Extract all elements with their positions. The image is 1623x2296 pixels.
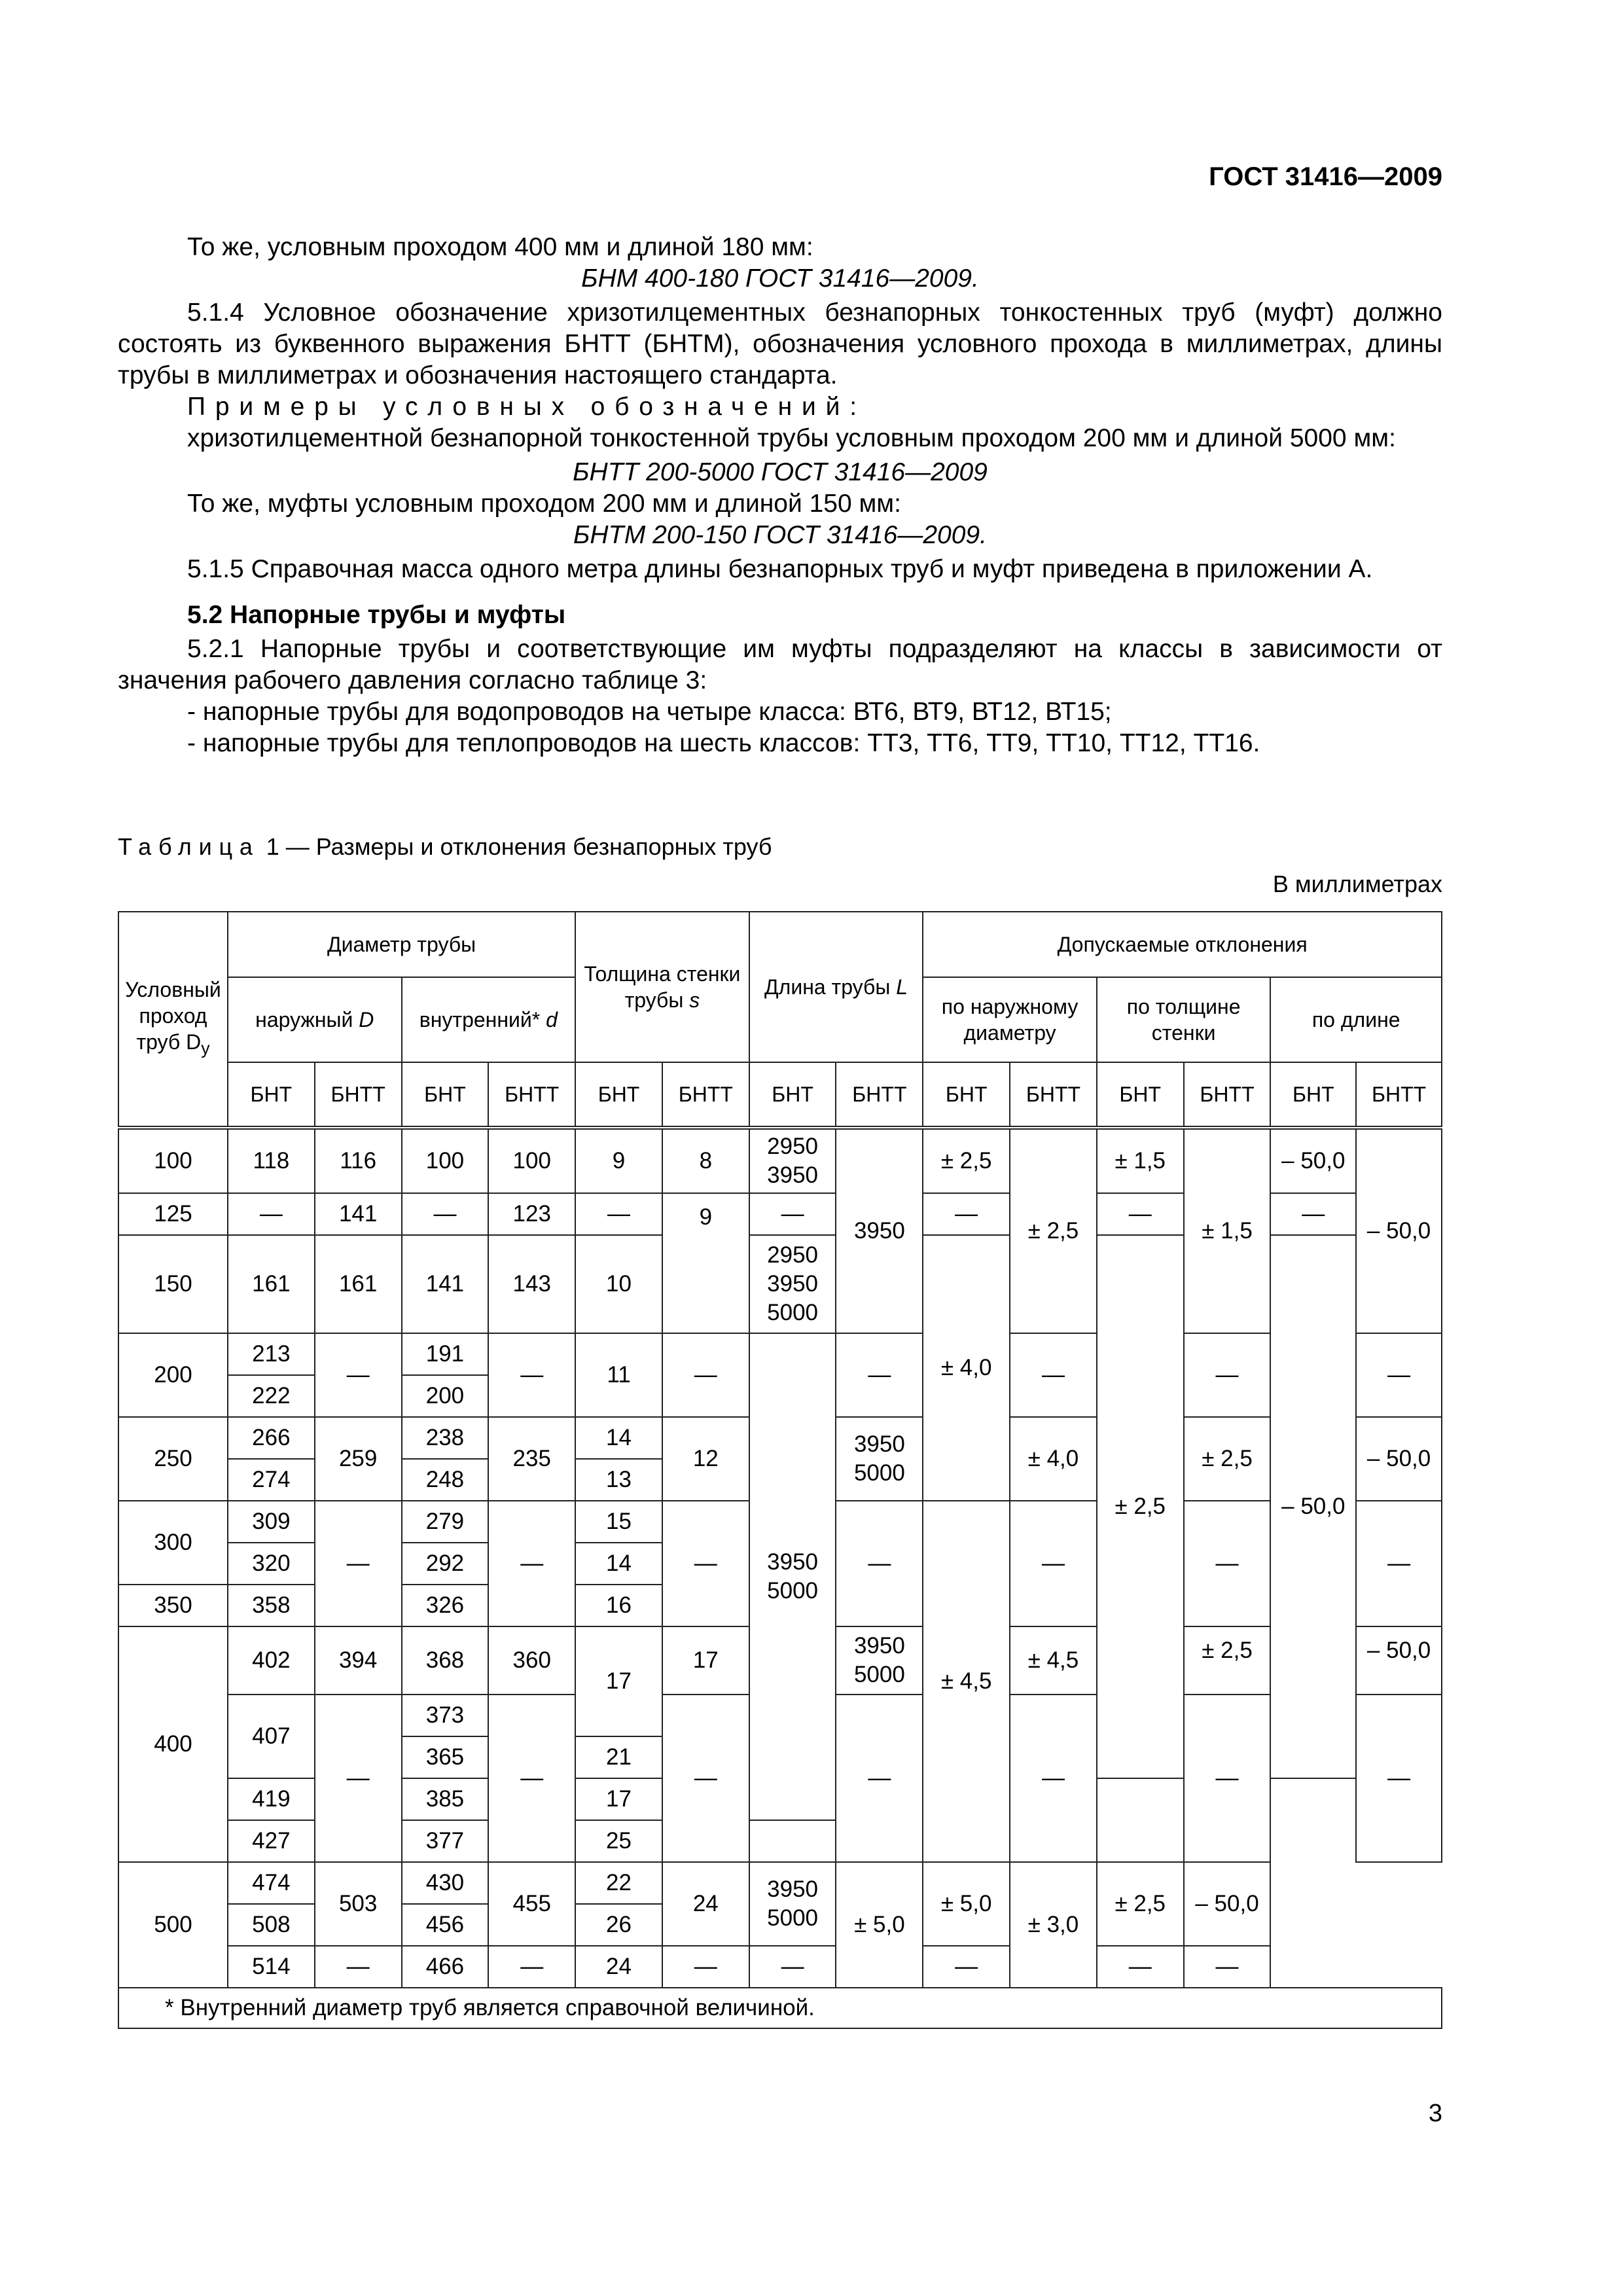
table-cell: 100 [118,1128,228,1193]
table-cell: 238 [402,1417,489,1459]
table-cell: 474 [228,1862,315,1904]
table-cell: 213 [228,1333,315,1375]
table-cell: 9 [662,1193,749,1333]
table-cell: – 50,0 [1270,1235,1356,1778]
table-cell: 514 [228,1946,315,1988]
header-bnt: БНТ [1097,1062,1184,1128]
table-cell: — [488,1333,575,1417]
header-bntt: БНТТ [1356,1062,1442,1128]
table-cell: 100 [402,1128,489,1193]
table-cell: 402 [228,1626,315,1695]
table-cell: ± 3,0 [1010,1862,1097,1988]
table-cell: ± 4,0 [923,1235,1010,1501]
header-bnt: БНТ [749,1062,836,1128]
table-cell: — [488,1946,575,1988]
table-cell: ± 2,5 [1097,1235,1184,1778]
table-cell: – 50,0 [1356,1128,1442,1333]
table-cell: — [1010,1695,1097,1862]
table-cell: 3950 [836,1128,923,1333]
table-cell: 235 [488,1417,575,1501]
table-cell: ± 4,5 [923,1501,1010,1862]
table-row [118,1128,1442,1193]
table-cell: 100 [488,1128,575,1193]
table-cell: — [662,1695,749,1862]
table-cell: 320 [228,1543,315,1585]
table-cell: — [1010,1501,1097,1626]
table-cell: 373 [402,1695,489,1736]
table-cell: – 50,0 [1356,1417,1442,1501]
table-cell: 377 [402,1820,489,1862]
paragraph-5-2-1: 5.2.1 Напорные трубы и соответствующие им муфты подразделяют на классы в зависимости от значения рабочего давления согласно таблице 3: [118,635,1442,694]
table-cell: 3950 5000 [749,1862,836,1946]
paragraph: То же, условным проходом 400 мм и длиной 180 мм: [187,233,813,261]
table-cell: ± 2,5 [1184,1626,1271,1695]
header-bnt: БНТ [228,1062,315,1128]
table-cell: 25 [575,1820,662,1862]
header-nominal-bore: Условный проход труб $D_y$ [118,912,228,1128]
table-cell: 14 [575,1417,662,1459]
designation-example: БНТМ 200-150 ГОСТ 31416—2009. [573,521,987,549]
header-inner-diameter: внутренний* d [402,977,576,1062]
table-cell: — [315,1501,402,1626]
table-cell: 141 [402,1235,489,1333]
table-cell: — [1184,1695,1271,1862]
table-cell: — [488,1501,575,1626]
table-cell: 430 [402,1862,489,1904]
table-cell: ± 1,5 [1184,1128,1271,1333]
table-cell: 508 [228,1904,315,1946]
table-note-row [118,1988,1442,2028]
table-cell: — [315,1695,402,1862]
header-bntt: БНТТ [315,1062,402,1128]
table-cell: 14 [575,1543,662,1585]
table-cell: 11 [575,1333,662,1417]
header-outer-diameter: наружный D [228,977,402,1062]
header-dev-outer: по наружному диаметру [923,977,1097,1062]
table-cell: 8 [662,1128,749,1193]
table-row [118,1862,1442,1904]
table-cell: 385 [402,1778,489,1820]
table-cell: 10 [575,1235,662,1333]
table-cell: 118 [228,1128,315,1193]
designation-example: БНМ 400-180 ГОСТ 31416—2009. [581,264,979,293]
table-footnote: * Внутренний диаметр труб является справочной величиной. [118,1988,1442,2028]
table-cell: 279 [402,1501,489,1543]
header-bnt: БНТ [923,1062,1010,1128]
paragraph-5-1-4: 5.1.4 Условное обозначение хризотилцементных безнапорных тонкостенных труб (муфт) должно состоять из буквенного выражения БНТТ (БНТМ), обозначения условного прохода в миллиметрах, длины трубы в миллиметрах и обозначения настоящего стандарта. [118,298,1442,389]
table-cell: — [923,1946,1010,1988]
table-cell: — [923,1193,1010,1235]
table-cell: 15 [575,1501,662,1543]
table-cell: — [1010,1333,1097,1417]
table-cell: ± 4,5 [1010,1626,1097,1695]
table-cell: 456 [402,1904,489,1946]
table-cell: 350 [118,1585,228,1626]
table-cell: — [1097,1193,1184,1235]
table-cell: — [749,1946,836,1988]
header-length: Длина трубы L [749,912,923,1062]
table-cell: — [1184,1333,1271,1417]
table-cell: — [1356,1695,1442,1862]
table-cell: ± 2,5 [1010,1128,1097,1333]
table-cell: ± 5,0 [836,1862,923,1988]
table-cell: 141 [315,1193,402,1235]
document-header: ГОСТ 31416—2009 [1209,162,1442,191]
designation-example: БНТТ 200-5000 ГОСТ 31416—2009 [573,458,988,486]
table-cell: – 50,0 [1184,1862,1271,1946]
table-cell: 17 [662,1626,749,1695]
table-cell: — [1356,1501,1442,1626]
table-caption-text: 1 — Размеры и отклонения безнапорных труб [266,833,772,860]
table-cell: 250 [118,1417,228,1501]
table-cell: 358 [228,1585,315,1626]
table-cell: 360 [488,1626,575,1695]
table-cell: — [1097,1946,1184,1988]
table-cell: — [228,1193,315,1235]
header-bntt: БНТТ [836,1062,923,1128]
table-cell: 3950 5000 [749,1333,836,1820]
table-cell: — [488,1695,575,1862]
table-cell: 2950 3950 5000 [749,1235,836,1333]
header-bntt: БНТТ [488,1062,575,1128]
table-cell: 200 [118,1333,228,1417]
table-caption-word: Таблица [118,833,260,860]
table-cell: – 50,0 [1270,1128,1356,1193]
table-cell: 13 [575,1459,662,1501]
table-cell: — [402,1193,489,1235]
table-cell: — [662,1946,749,1988]
table-cell: — [749,1193,836,1235]
header-bnt: БНТ [575,1062,662,1128]
table-cell: 26 [575,1904,662,1946]
table-cell: 24 [575,1946,662,1988]
table-cell: ± 2,5 [1097,1862,1184,1946]
table-row [118,1333,1442,1375]
paragraph-5-1-5: 5.1.5 Справочная масса одного метра длины безнапорных труб и муфт приведена в приложении А. [187,555,1373,583]
table-cell: — [1184,1946,1271,1988]
table-cell: 24 [662,1862,749,1946]
table-cell: ± 1,5 [1097,1128,1184,1193]
table-units: В миллиметрах [1272,870,1442,897]
table-cell: 292 [402,1543,489,1585]
table-cell: — [662,1501,749,1626]
table-cell: 427 [228,1820,315,1862]
table-cell: 150 [118,1235,228,1333]
header-bntt: БНТТ [1010,1062,1097,1128]
header-wall-thickness: Толщина стенки трубы s [575,912,749,1062]
body-text [118,232,1442,759]
paragraph: То же, муфты условным проходом 200 мм и длиной 150 мм: [187,490,901,518]
paragraph: хризотилцементной безнапорной тонкостенной трубы условным проходом 200 мм и длиной 5000 мм: [187,424,1396,452]
table-cell: 407 [228,1695,315,1778]
header-dev-wall: по толщине стенки [1097,977,1271,1062]
table-cell: 125 [118,1193,228,1235]
table-cell: 3950 5000 [836,1626,923,1695]
dimensions-table [118,911,1442,2029]
header-bnt: БНТ [402,1062,489,1128]
table-cell: 455 [488,1862,575,1946]
table-cell: — [315,1946,402,1988]
table-cell: 123 [488,1193,575,1235]
table-cell: 309 [228,1501,315,1543]
table-cell: 394 [315,1626,402,1695]
table-cell: ± 2,5 [1184,1417,1271,1501]
table-cell: 143 [488,1235,575,1333]
table-cell: 222 [228,1375,315,1417]
header-bntt: БНТТ [1184,1062,1271,1128]
table-cell: 17 [575,1778,662,1820]
table-cell: 419 [228,1778,315,1820]
table-cell: 503 [315,1862,402,1946]
table-cell: 368 [402,1626,489,1695]
header-bntt: БНТТ [662,1062,749,1128]
table-cell: – 50,0 [1356,1626,1442,1695]
examples-heading: Примеры условных обозначений: [187,393,866,421]
table-cell: — [315,1333,402,1417]
table-cell: 22 [575,1862,662,1904]
table-cell: 259 [315,1417,402,1501]
header-deviations: Допускаемые отклонения [923,912,1442,977]
table-cell: 274 [228,1459,315,1501]
table-cell: 116 [315,1128,402,1193]
list-item: - напорные трубы для теплопроводов на шесть классов: ТТ3, ТТ6, ТТ9, ТТ10, ТТ12, ТТ16. [187,729,1260,757]
table-cell: 161 [228,1235,315,1333]
table-cell: 21 [575,1736,662,1778]
table-cell: 500 [118,1862,228,1988]
table-cell: 365 [402,1736,489,1778]
table-cell: 2950 3950 [749,1128,836,1193]
table-cell: — [1184,1501,1271,1626]
table-cell: 17 [575,1626,662,1736]
table-cell: 248 [402,1459,489,1501]
table-cell: 200 [402,1375,489,1417]
table-cell: 466 [402,1946,489,1988]
header-diameter: Диаметр трубы [228,912,575,977]
table-cell: 326 [402,1585,489,1626]
header-bnt: БНТ [1270,1062,1356,1128]
table-cell: — [575,1193,662,1235]
table-cell: 300 [118,1501,228,1585]
section-heading: 5.2 Напорные трубы и муфты [187,601,566,629]
table-cell: ± 4,0 [1010,1417,1097,1501]
page-number: 3 [1428,2100,1442,2127]
table-cell: 400 [118,1626,228,1862]
table-cell: 161 [315,1235,402,1333]
table-cell: ± 2,5 [923,1128,1010,1193]
table-cell: — [1270,1193,1356,1235]
table-cell: 12 [662,1417,749,1501]
table-cell: — [836,1333,923,1417]
table-row [118,1946,1442,1988]
table-cell: 3950 5000 [836,1417,923,1501]
table-cell: 16 [575,1585,662,1626]
table-cell: 266 [228,1417,315,1459]
list-item: - напорные трубы для водопроводов на четыре класса: ВТ6, ВТ9, ВТ12, ВТ15; [187,698,1112,726]
table-cell: — [662,1333,749,1417]
header-dev-length: по длине [1270,977,1442,1062]
table-cell: 9 [575,1128,662,1193]
table-cell: 191 [402,1333,489,1375]
table-cell: — [1356,1333,1442,1417]
table-cell: — [836,1695,923,1862]
table-cell: — [836,1501,923,1626]
table-cell: ± 5,0 [923,1862,1010,1946]
table-caption [118,833,772,861]
